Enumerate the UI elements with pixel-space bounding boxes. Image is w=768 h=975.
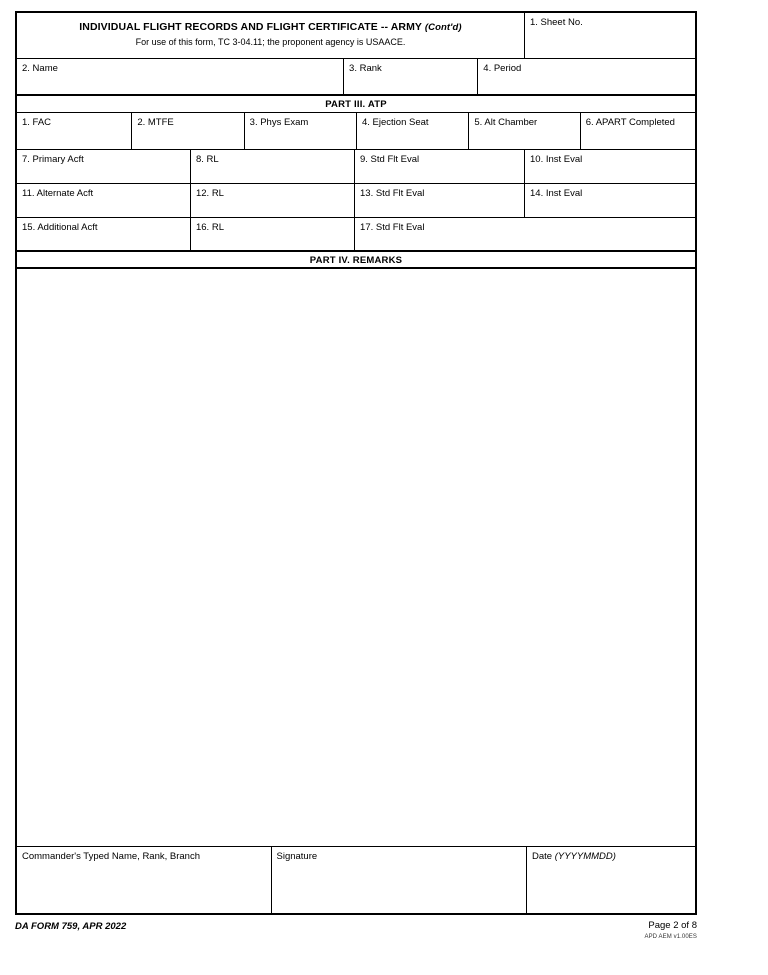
part3-bar-row xyxy=(17,96,695,113)
alternate-std-flt-eval-label: 13. Std Flt Eval xyxy=(360,188,425,199)
signature-field[interactable] xyxy=(271,847,526,913)
part3-bar-label: PART III. ATP xyxy=(17,96,695,113)
additional-acft-label: 15. Additional Acft xyxy=(22,222,98,233)
primary-acft-field[interactable] xyxy=(17,150,190,183)
name-label: 2. Name xyxy=(22,63,58,74)
primary-acft-label: 7. Primary Acft xyxy=(22,154,84,165)
commander-name-label: Commander's Typed Name, Rank, Branch xyxy=(22,851,200,862)
primary-inst-eval-label: 10. Inst Eval xyxy=(530,154,583,165)
period-field[interactable] xyxy=(477,59,695,94)
primary-rl-field[interactable] xyxy=(190,150,354,183)
primary-std-flt-eval-field[interactable] xyxy=(354,150,524,183)
additional-rl-label: 16. RL xyxy=(195,222,224,233)
certification-row xyxy=(17,847,695,913)
page-number-footer: Page 2 of 8 xyxy=(648,920,697,931)
alt-chamber-label: 5. Alt Chamber xyxy=(474,117,538,128)
da-form-759-table xyxy=(15,11,697,915)
ejection-seat-field[interactable] xyxy=(356,113,468,149)
alternate-inst-eval-field[interactable] xyxy=(524,184,695,217)
fac-label: 1. FAC xyxy=(22,117,52,128)
period-label: 4. Period xyxy=(483,63,522,74)
signature-label: Signature xyxy=(276,851,318,862)
identity-row xyxy=(17,59,695,96)
additional-acft-field[interactable] xyxy=(17,218,190,250)
additional-rl-field[interactable] xyxy=(190,218,354,250)
fac-field[interactable] xyxy=(17,113,131,149)
alternate-acft-row xyxy=(17,184,695,218)
apart-completed-label: 6. APART Completed xyxy=(585,117,675,128)
primary-inst-eval-field[interactable] xyxy=(524,150,695,183)
sheet-no-label: 1. Sheet No. xyxy=(529,17,583,28)
alternate-rl-label: 12. RL xyxy=(195,188,224,199)
form-id-footer: DA FORM 759, APR 2022 xyxy=(15,921,127,932)
apd-version-footer: APD AEM v1.00ES xyxy=(644,934,697,940)
alternate-acft-label: 11. Alternate Acft xyxy=(22,188,94,199)
name-field[interactable] xyxy=(17,59,343,94)
alternate-rl-field[interactable] xyxy=(190,184,354,217)
form-title-continued: (Cont'd) xyxy=(424,22,462,33)
form-title xyxy=(22,21,519,34)
rank-label: 3. Rank xyxy=(349,63,382,74)
additional-std-flt-eval-field[interactable] xyxy=(354,218,695,250)
form-subtitle: For use of this form, TC 3-04.11; the proponent agency is USAACE. xyxy=(135,37,406,47)
form-title-block xyxy=(17,13,524,58)
part4-bar-label: PART IV. REMARKS xyxy=(17,252,695,269)
form-header-row xyxy=(17,13,695,59)
commander-name-field[interactable] xyxy=(17,847,271,913)
ejection-seat-label: 4. Ejection Seat xyxy=(362,117,429,128)
date-field[interactable] xyxy=(526,847,695,913)
part4-bar-row xyxy=(17,252,695,269)
phys-exam-field[interactable] xyxy=(244,113,356,149)
date-label-group xyxy=(532,851,690,863)
primary-acft-row xyxy=(17,150,695,184)
mtfe-field[interactable] xyxy=(131,113,243,149)
apart-completed-field[interactable] xyxy=(580,113,695,149)
alternate-std-flt-eval-field[interactable] xyxy=(354,184,524,217)
alt-chamber-field[interactable] xyxy=(468,113,579,149)
phys-exam-label: 3. Phys Exam xyxy=(249,117,309,128)
sheet-no-field[interactable] xyxy=(524,13,695,58)
date-format-hint: (YYYYMMDD) xyxy=(554,851,616,862)
remarks-textarea[interactable] xyxy=(17,269,695,847)
additional-std-flt-eval-label: 17. Std Flt Eval xyxy=(360,222,425,233)
primary-rl-label: 8. RL xyxy=(195,154,219,165)
alternate-acft-field[interactable] xyxy=(17,184,190,217)
date-label: Date xyxy=(531,851,553,862)
additional-acft-row xyxy=(17,218,695,252)
mtfe-label: 2. MTFE xyxy=(137,117,174,128)
rank-field[interactable] xyxy=(343,59,477,94)
form-title-text: INDIVIDUAL FLIGHT RECORDS AND FLIGHT CERTIFICATE -- ARMY xyxy=(79,21,422,33)
atp-flags-row xyxy=(17,113,695,150)
alternate-inst-eval-label: 14. Inst Eval xyxy=(530,188,583,199)
primary-std-flt-eval-label: 9. Std Flt Eval xyxy=(360,154,420,165)
